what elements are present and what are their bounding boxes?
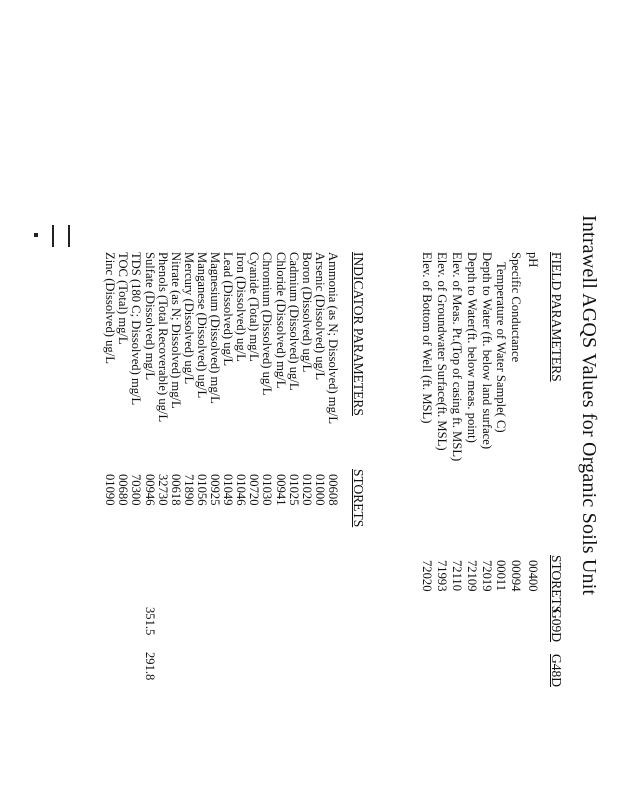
storet-code: 01000	[312, 474, 327, 506]
parameter-name: Chromium (Dissolved) ug/L	[260, 252, 275, 396]
storet-code: 32730	[155, 474, 170, 506]
storet-code: 01049	[221, 474, 236, 506]
storet-code: 01090	[103, 474, 118, 506]
storet-code: 00618	[168, 474, 183, 506]
storet-code: 00680	[116, 474, 131, 506]
parameter-name: Elev. of Groundwater Surface(ft. MSL)	[435, 252, 450, 451]
parameter-name: Boron (Dissolved) ug/L	[299, 252, 314, 373]
g09d-value: 351.5	[142, 607, 157, 636]
storet-code: 71993	[435, 560, 450, 592]
parameter-name: Magnesium (Dissolved) mg/L	[208, 252, 223, 404]
storet-code: 72019	[479, 560, 494, 592]
storet-code: 72109	[464, 560, 479, 592]
indicator-parameters-heading: INDICATOR PARAMETERS	[351, 252, 366, 416]
parameter-name: TOC (Total) mg/L	[116, 252, 131, 345]
storet-code: 72020	[420, 560, 435, 592]
parameter-name: Lead (Dissolved) ug/L	[221, 252, 236, 367]
field-parameters-heading: FIELD PARAMETERS	[549, 252, 564, 382]
parameter-name: Elev. of Bottom of Well (ft. MSL)	[420, 252, 435, 424]
document-title: Intrawell AGQS Values for Organic Soils Unit	[578, 215, 600, 596]
storet-code: 72110	[450, 560, 464, 592]
g48d-column-heading: G48D	[549, 654, 564, 687]
parameter-name: Manganese (Dissolved) ug/L	[195, 252, 209, 399]
storet-code: 70300	[129, 474, 144, 506]
parameter-name: TDS (180 C; Dissolved) mg/L	[129, 252, 144, 406]
storet-code: 01020	[299, 474, 314, 506]
storet-code: 00011	[494, 560, 509, 592]
storet-code: 71890	[181, 474, 196, 506]
parameter-name: Zinc (Dissolved) ug/L	[103, 252, 118, 364]
parameter-name: Specific Conductance	[509, 252, 524, 363]
parameter-name: Ammonia (as N; Dissolved) mg/L	[326, 252, 340, 425]
parameter-name: Sulfate (Dissolved) mg/L	[142, 252, 157, 381]
storet-code: 00608	[326, 474, 340, 506]
storet-code: 00925	[208, 474, 223, 506]
parameter-name: Nitrate (as N; Dissolved) mg/L	[168, 252, 183, 409]
storet-code: 00094	[509, 560, 524, 592]
g09d-column-heading: G09D	[549, 609, 564, 642]
margin-dot	[34, 233, 38, 237]
storet-code: 00400	[526, 560, 540, 592]
g48d-value: 291.8	[142, 652, 157, 681]
parameter-name: Elev. of Meas. Pt.(Top of casing ft. MSL)	[450, 252, 464, 462]
storet-code: 00946	[142, 474, 157, 506]
indicator-storets-heading: STORETS	[351, 469, 366, 528]
storet-code: 01056	[195, 474, 209, 506]
parameter-name: Cyanide (Total) mg/L	[247, 252, 262, 362]
storet-code: 01030	[260, 474, 275, 506]
parameter-name: Cadmium (Dissolved) ug/L	[286, 252, 301, 391]
storets-column-heading: STORETS	[549, 555, 564, 614]
storet-code: 01025	[286, 474, 301, 506]
storet-code: 00720	[247, 474, 262, 506]
parameter-name: Temperature of Water Sample( C)	[494, 262, 509, 433]
storet-code: 01046	[234, 474, 249, 506]
parameter-name: Depth to Water (ft. below land surface)	[479, 252, 494, 450]
parameter-name: Mercury (Dissolved) ug/L	[181, 252, 196, 385]
parameter-name: Depth to Water(ft. below meas. point)	[464, 252, 479, 443]
storet-code: 00941	[273, 474, 288, 506]
parameter-name: Arsenic (Dissolved) ug/L	[312, 252, 327, 381]
parameter-name: Phenols (Total Recoverable) ug/L	[155, 252, 170, 423]
margin-mark	[52, 225, 70, 247]
parameter-name: pH	[526, 252, 540, 268]
parameter-name: Iron (Dissolved) ug/L	[234, 252, 249, 362]
parameter-name: Chloride (Dissolved) mg/L	[273, 252, 288, 389]
